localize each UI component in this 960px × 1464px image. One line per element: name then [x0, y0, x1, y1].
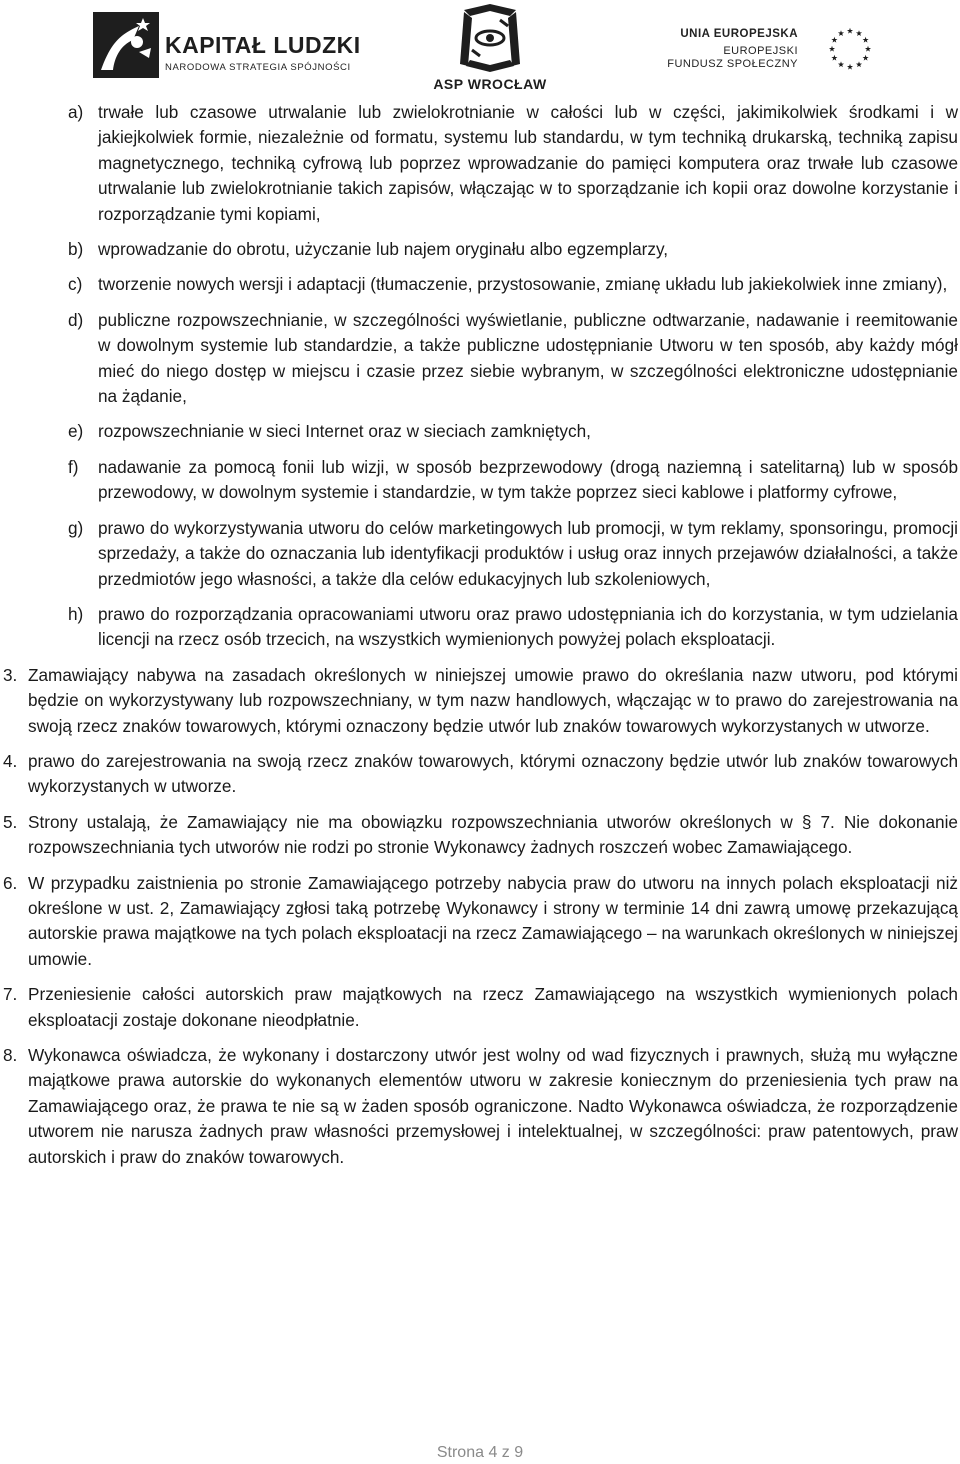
asp-wroclaw-logo — [430, 2, 550, 94]
asp-wroclaw-label: ASP WROCŁAW — [433, 76, 547, 92]
ue-line-2: EUROPEJSKI — [723, 45, 798, 57]
ue-line-1: UNIA EUROPEJSKA — [680, 28, 798, 40]
list-item-text: wprowadzanie do obrotu, użyczanie lub najem oryginału albo egzemplarzy, — [98, 239, 669, 260]
kapital-ludzki-title: KAPITAŁ LUDZKI — [165, 32, 361, 58]
clause-text: Wykonawca oświadcza, że wykonany i dostarczony utwór jest wolny od wad fizycznych i prawnych, służą mu wyłączne majątkowe prawa autorskie do wykonanych elementów utworu w zakresie koniecznym do przeniesienia tych praw na Zamawiającego oraz, że prawa te nie są w żaden sposób ograniczone. Nadto Wykonawca oświadcza, że rozporządzenie utworem nie narusza żadnych praw własności przemysłowej i intelektualnej, w szczególności: praw patentowych, praw autorskich i praw do znaków towarowych. — [28, 1045, 958, 1167]
footer-page-total: 9 — [514, 1444, 524, 1461]
list-item — [28, 308, 958, 410]
numbered-clauses-list — [3, 663, 958, 1170]
list-item-text: trwałe lub czasowe utrwalanie lub zwielokrotnianie w całości lub w części, jakimikolwiek środkami i w jakiejkolwiek formie, niezależnie od formatu, systemu lub standardu, w tym techniką drukarską, techniką zapisu magnetycznego, techniką cyfrową lub poprzez wprowadzanie do pamięci komputera oraz trwałe lub czasowe utrwalanie lub zwielokrotnianie takich zapisów, włączając w to sporządzanie ich kopii oraz dowolne korzystanie i rozporządzanie tymi kopiami, — [98, 102, 958, 224]
list-item-label: f) — [68, 456, 79, 477]
clause-item — [3, 982, 958, 1033]
clause-text: Zamawiający nabywa na zasadach określonych w niniejszej umowie prawo do określania nazw utworu, pod którymi będzie on wykorzystywany lub rozpowszechniany, w tym nazw handlowych, włączając w to prawo do zarejestrowania na swoją rzecz znaków towarowych, którymi oznaczony będzie utwór lub znaków towarowych wykorzystanych w utworze. — [28, 664, 958, 736]
list-item-label: b) — [68, 239, 84, 260]
list-item — [28, 419, 958, 444]
list-item — [28, 602, 958, 653]
clause-number: 3. — [3, 664, 18, 685]
page-header — [0, 0, 960, 95]
clause-number: 5. — [3, 811, 18, 832]
eu-flag-icon — [810, 20, 890, 78]
list-item-label: a) — [68, 102, 84, 122]
ue-efs-logo — [650, 20, 890, 80]
kapital-ludzki-emblem — [93, 12, 159, 78]
ue-line-3: FUNDUSZ SPOŁECZNY — [667, 58, 798, 70]
footer-page-number: 4 — [488, 1444, 498, 1461]
list-item — [28, 516, 958, 592]
clause-number: 4. — [3, 750, 18, 771]
page-footer — [0, 1444, 960, 1462]
list-item-text: publiczne rozpowszechnianie, w szczególności wyświetlanie, publiczne odtwarzanie, nadawanie i reemitowanie w dowolnym systemie lub standardzie, a także publiczne udostępnianie Utworu w ten sposób, aby każdy mógł mieć do niego dostęp w miejscu i czasie przez siebie wybranym, w szczególności elektroniczne udostępnianie na żądanie, — [98, 309, 958, 407]
kapital-ludzki-subtitle: NARODOWA STRATEGIA SPÓJNOŚCI — [165, 62, 351, 73]
document-body — [3, 100, 958, 1180]
asp-emblem — [430, 2, 550, 74]
list-item-text: rozpowszechnianie w sieci Internet oraz w sieciach zamkniętych, — [98, 421, 591, 442]
clause-item — [3, 663, 958, 739]
list-item-text: prawo do wykorzystywania utworu do celów marketingowych lub promocji, w tym reklamy, sponsoringu, promocji sprzedaży, a także do oznaczania lub identyfikacji produktów i usług oraz innych przejawów działalności, a także przedmiotów jego własności, a także dla celów edukacyjnych lub szkoleniowych, — [98, 517, 958, 589]
list-item-text: tworzenie nowych wersji i adaptacji (tłumaczenie, przystosowanie, zmianę układu lub jakiekolwiek inne zmiany), — [98, 274, 948, 295]
list-item-label: h) — [68, 603, 84, 624]
list-item — [28, 455, 958, 506]
clause-item — [3, 749, 958, 800]
clause-item — [3, 871, 958, 973]
fields-of-exploitation-list — [28, 100, 958, 653]
clause-text: W przypadku zaistnienia po stronie Zamawiającego potrzeby nabycia praw do utworu na innych polach eksploatacji niż określone w ust. 2, Zamawiający zgłosi taką potrzebę Wykonawcy i strony w terminie 14 dni zawrą umowę przekazującą autorskie prawa majątkowe na tych polach eksploatacji na rzecz Zamawiającego – na warunkach określonych w niniejszej umowie. — [28, 872, 958, 969]
footer-prefix: Strona — [436, 1444, 484, 1461]
list-item-label: c) — [68, 274, 83, 295]
kapital-ludzki-logo — [93, 10, 361, 80]
clause-number: 6. — [3, 872, 18, 893]
list-item — [28, 100, 958, 227]
list-item-label: d) — [68, 309, 84, 330]
clause-text: prawo do zarejestrowania na swoją rzecz znaków towarowych, którymi oznaczony będzie utwór lub znaków towarowych wykorzystanych w utworze. — [28, 750, 958, 797]
list-item-text: prawo do rozporządzania opracowaniami utworu oraz prawo udostępniania ich do korzystania, w tym udzielania licencji na rzecz osób trzecich, na wszystkich wymienionych powyżej polach eksploatacji. — [98, 603, 958, 650]
list-item — [28, 237, 958, 262]
list-item-label: g) — [68, 517, 84, 538]
clause-text: Strony ustalają, że Zamawiający nie ma obowiązku rozpowszechniania utworów określonych w § 7. Nie dokonanie rozpowszechniania tych utworów nie rodzi po stronie Wykonawcy żadnych roszczeń wobec Zamawiającego. — [28, 811, 958, 858]
clause-text: Przeniesienie całości autorskich praw majątkowych na rzecz Zamawiającego na wszystkich wymienionych polach eksploatacji zostaje dokonane nieodpłatnie. — [28, 984, 958, 1030]
clause-number: 7. — [3, 984, 18, 1005]
clause-item — [3, 810, 958, 861]
footer-separator: z — [501, 1444, 510, 1461]
clause-item — [3, 1043, 958, 1170]
clause-number: 8. — [3, 1045, 18, 1065]
list-item-label: e) — [68, 421, 84, 442]
list-item-text: nadawanie za pomocą fonii lub wizji, w sposób bezprzewodowy (drogą naziemną i satelitarną) lub w sposób przewodowy, w dowolnym systemie i standardzie, w tym także poprzez sieci kablowe i platformy cyfrowe, — [98, 456, 958, 503]
list-item — [28, 272, 958, 297]
